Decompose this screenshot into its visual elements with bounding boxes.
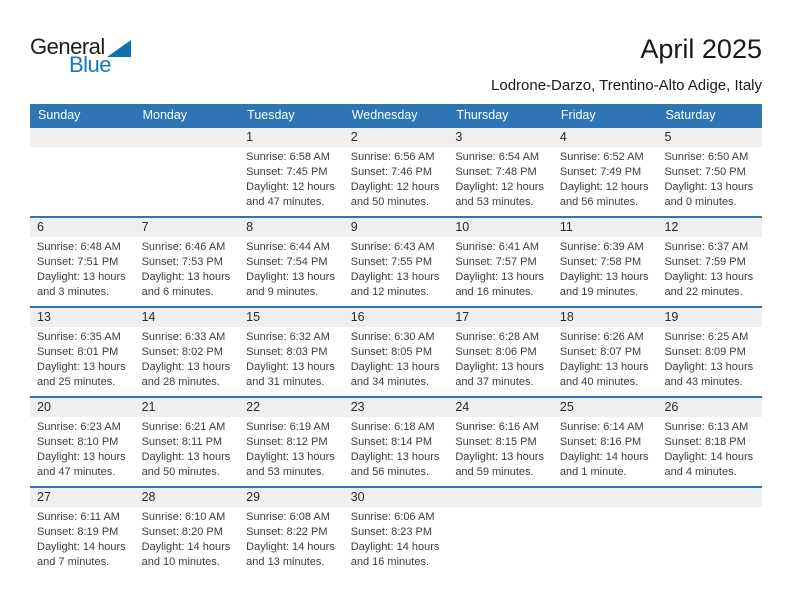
sunrise-line: Sunrise: 6:13 AM [664,421,749,433]
daylight-line: Daylight: 13 hours and 47 minutes. [37,451,126,478]
weekday-header-tuesday: Tuesday [247,108,295,122]
day-details [30,417,135,480]
day-cell-21 [135,398,240,486]
day-details [657,327,762,390]
day-number: 3 [448,128,553,147]
day-cell-23 [344,398,449,486]
day-cell-7 [135,218,240,306]
day-cell-16 [344,308,449,396]
day-cell-10 [448,218,553,306]
sunset-line: Sunset: 8:11 PM [141,436,223,448]
daylight-line: Daylight: 13 hours and 9 minutes. [246,271,335,298]
day-details [344,507,449,570]
sunset-line: Sunset: 8:05 PM [350,346,433,358]
daylight-line: Daylight: 12 hours and 56 minutes. [559,181,649,208]
day-cell-empty [657,488,762,576]
sunrise-line: Sunrise: 6:43 AM [350,241,435,253]
sunrise-line: Sunrise: 6:26 AM [559,331,644,343]
sunset-line: Sunset: 8:10 PM [37,436,119,448]
daylight-line: Daylight: 13 hours and 22 minutes. [664,271,754,298]
daylight-line: Daylight: 13 hours and 12 minutes. [350,271,440,298]
sunrise-line: Sunrise: 6:21 AM [141,421,226,433]
page-title: April 2025 [640,34,762,64]
daylight-line: Daylight: 13 hours and 6 minutes. [141,271,231,298]
day-number: 25 [553,398,658,417]
sunset-line: Sunset: 8:01 PM [37,346,119,358]
day-cell-19 [657,308,762,396]
sunrise-line: Sunrise: 6:32 AM [246,331,330,343]
day-number: 24 [448,398,553,417]
sunrise-line: Sunrise: 6:06 AM [350,511,435,523]
calendar [30,104,762,576]
day-number: 13 [30,308,135,327]
sunrise-line: Sunrise: 6:08 AM [246,511,330,523]
week-row [30,126,762,216]
day-number: 19 [657,308,762,327]
day-number [657,488,762,507]
sunrise-line: Sunrise: 6:11 AM [37,511,120,523]
sunrise-line: Sunrise: 6:52 AM [559,151,644,163]
day-number [553,488,658,507]
weekday-header-saturday: Saturday [665,108,716,122]
weekday-header-sunday: Sunday [38,108,81,122]
day-cell-29 [239,488,344,576]
day-number: 23 [344,398,449,417]
day-details [553,327,658,390]
sunrise-line: Sunrise: 6:33 AM [141,331,226,343]
day-number: 30 [344,488,449,507]
day-details [657,417,762,480]
day-number: 6 [30,218,135,237]
daylight-line: Daylight: 14 hours and 10 minutes. [141,541,231,568]
day-cell-9 [344,218,449,306]
sunrise-line: Sunrise: 6:39 AM [559,241,644,253]
day-number: 5 [657,128,762,147]
weekday-header-monday: Monday [142,108,188,122]
day-number: 2 [344,128,449,147]
sunrise-line: Sunrise: 6:58 AM [246,151,330,163]
day-cell-20 [30,398,135,486]
day-details [135,507,240,570]
sunset-line: Sunset: 8:18 PM [664,436,746,448]
day-details [344,417,449,480]
day-number: 12 [657,218,762,237]
day-cell-11 [553,218,658,306]
day-cell-17 [448,308,553,396]
sunset-line: Sunset: 7:49 PM [559,166,642,178]
daylight-line: Daylight: 13 hours and 50 minutes. [141,451,231,478]
day-cell-27 [30,488,135,576]
day-number: 27 [30,488,135,507]
day-number: 4 [553,128,658,147]
sunset-line: Sunset: 7:46 PM [350,166,433,178]
daylight-line: Daylight: 14 hours and 7 minutes. [37,541,126,568]
daylight-line: Daylight: 13 hours and 0 minutes. [664,181,754,208]
sunrise-line: Sunrise: 6:14 AM [559,421,644,433]
daylight-line: Daylight: 13 hours and 16 minutes. [455,271,544,298]
day-details [30,237,135,300]
sunset-line: Sunset: 8:15 PM [455,436,537,448]
day-cell-empty [448,488,553,576]
day-details [239,237,344,300]
day-number: 22 [239,398,344,417]
day-cell-13 [30,308,135,396]
day-details [344,147,449,210]
weekday-header-thursday: Thursday [456,108,509,122]
day-number: 11 [553,218,658,237]
location-subtitle: Lodrone-Darzo, Trentino-Alto Adige, Italy [491,77,762,94]
day-cell-8 [239,218,344,306]
day-cell-22 [239,398,344,486]
day-cell-24 [448,398,553,486]
daylight-line: Daylight: 13 hours and 31 minutes. [246,361,335,388]
sunset-line: Sunset: 8:19 PM [37,526,119,538]
day-cell-12 [657,218,762,306]
day-number: 17 [448,308,553,327]
day-number: 14 [135,308,240,327]
daylight-line: Daylight: 13 hours and 40 minutes. [559,361,649,388]
day-number [448,488,553,507]
sunrise-line: Sunrise: 6:50 AM [664,151,749,163]
sunrise-line: Sunrise: 6:37 AM [664,241,749,253]
general-blue-logo [30,36,160,75]
day-number: 21 [135,398,240,417]
logo-blue-text: Blue [69,52,112,77]
sunset-line: Sunset: 8:09 PM [664,346,746,358]
sunset-line: Sunset: 8:20 PM [141,526,223,538]
day-number: 1 [239,128,344,147]
day-cell-1 [239,128,344,216]
day-cell-3 [448,128,553,216]
day-details [344,327,449,390]
sunrise-line: Sunrise: 6:19 AM [246,421,330,433]
daylight-line: Daylight: 12 hours and 47 minutes. [246,181,335,208]
daylight-line: Daylight: 14 hours and 1 minute. [559,451,649,478]
daylight-line: Daylight: 14 hours and 16 minutes. [350,541,440,568]
sunset-line: Sunset: 8:14 PM [350,436,433,448]
sunset-line: Sunset: 7:48 PM [455,166,537,178]
daylight-line: Daylight: 13 hours and 43 minutes. [664,361,754,388]
day-details [135,327,240,390]
daylight-line: Daylight: 12 hours and 50 minutes. [350,181,440,208]
daylight-line: Daylight: 13 hours and 3 minutes. [37,271,126,298]
sunrise-line: Sunrise: 6:56 AM [350,151,435,163]
calendar-grid [30,126,762,576]
day-number: 7 [135,218,240,237]
day-details [553,417,658,480]
sunset-line: Sunset: 8:07 PM [559,346,642,358]
day-details [239,417,344,480]
day-number: 10 [448,218,553,237]
daylight-line: Daylight: 13 hours and 59 minutes. [455,451,544,478]
day-number: 28 [135,488,240,507]
week-row [30,396,762,486]
day-cell-4 [553,128,658,216]
logo-general-text: General [30,34,105,59]
day-details [135,237,240,300]
sunrise-line: Sunrise: 6:16 AM [455,421,540,433]
sunrise-line: Sunrise: 6:23 AM [37,421,121,433]
daylight-line: Daylight: 13 hours and 53 minutes. [246,451,335,478]
daylight-line: Daylight: 12 hours and 53 minutes. [455,181,544,208]
sunrise-line: Sunrise: 6:28 AM [455,331,540,343]
day-details [344,237,449,300]
week-row [30,216,762,306]
day-details [553,147,658,210]
daylight-line: Daylight: 13 hours and 37 minutes. [455,361,544,388]
day-number: 20 [30,398,135,417]
sunrise-line: Sunrise: 6:44 AM [246,241,330,253]
sunrise-line: Sunrise: 6:10 AM [141,511,226,523]
sunset-line: Sunset: 7:45 PM [246,166,328,178]
day-details [239,147,344,210]
day-cell-5 [657,128,762,216]
day-cell-15 [239,308,344,396]
sunrise-line: Sunrise: 6:48 AM [37,241,121,253]
day-number: 9 [344,218,449,237]
day-number: 29 [239,488,344,507]
sunrise-line: Sunrise: 6:46 AM [141,241,226,253]
sunrise-line: Sunrise: 6:25 AM [664,331,749,343]
week-row [30,486,762,576]
daylight-line: Daylight: 13 hours and 25 minutes. [37,361,126,388]
daylight-line: Daylight: 13 hours and 19 minutes. [559,271,649,298]
day-details [448,237,553,300]
day-details [448,147,553,210]
sunset-line: Sunset: 7:53 PM [141,256,223,268]
daylight-line: Daylight: 13 hours and 34 minutes. [350,361,440,388]
day-cell-18 [553,308,658,396]
weekday-header-row [30,104,762,126]
daylight-line: Daylight: 13 hours and 28 minutes. [141,361,231,388]
day-details [448,417,553,480]
sunset-line: Sunset: 8:23 PM [350,526,433,538]
day-cell-2 [344,128,449,216]
day-cell-empty [553,488,658,576]
day-details [30,507,135,570]
day-details [448,327,553,390]
day-cell-empty [135,128,240,216]
sunset-line: Sunset: 8:12 PM [246,436,328,448]
day-details [657,237,762,300]
sunset-line: Sunset: 8:06 PM [455,346,537,358]
sunset-line: Sunset: 8:16 PM [559,436,642,448]
day-details [239,507,344,570]
day-details [135,417,240,480]
day-details [657,147,762,210]
sunrise-line: Sunrise: 6:30 AM [350,331,435,343]
weekday-header-wednesday: Wednesday [351,108,418,122]
day-number: 15 [239,308,344,327]
day-number: 8 [239,218,344,237]
day-cell-25 [553,398,658,486]
day-details [553,237,658,300]
sunset-line: Sunset: 7:51 PM [37,256,119,268]
day-number: 26 [657,398,762,417]
day-number: 18 [553,308,658,327]
sunset-line: Sunset: 7:58 PM [559,256,642,268]
daylight-line: Daylight: 13 hours and 56 minutes. [350,451,440,478]
day-details [30,327,135,390]
sunset-line: Sunset: 7:50 PM [664,166,746,178]
sunrise-line: Sunrise: 6:35 AM [37,331,121,343]
sunrise-line: Sunrise: 6:18 AM [350,421,435,433]
sunset-line: Sunset: 8:02 PM [141,346,223,358]
day-cell-empty [30,128,135,216]
day-cell-28 [135,488,240,576]
week-row [30,306,762,396]
sunset-line: Sunset: 8:22 PM [246,526,328,538]
day-number [30,128,135,147]
sunrise-line: Sunrise: 6:54 AM [455,151,540,163]
day-cell-14 [135,308,240,396]
day-number [135,128,240,147]
day-cell-26 [657,398,762,486]
day-cell-6 [30,218,135,306]
daylight-line: Daylight: 14 hours and 13 minutes. [246,541,335,568]
sunset-line: Sunset: 7:55 PM [350,256,433,268]
daylight-line: Daylight: 14 hours and 4 minutes. [664,451,754,478]
weekday-header-friday: Friday [560,108,596,122]
sunset-line: Sunset: 7:54 PM [246,256,328,268]
sunset-line: Sunset: 7:57 PM [455,256,537,268]
sunset-line: Sunset: 7:59 PM [664,256,746,268]
sunset-line: Sunset: 8:03 PM [246,346,328,358]
day-details [239,327,344,390]
day-cell-30 [344,488,449,576]
day-number: 16 [344,308,449,327]
sunrise-line: Sunrise: 6:41 AM [455,241,540,253]
